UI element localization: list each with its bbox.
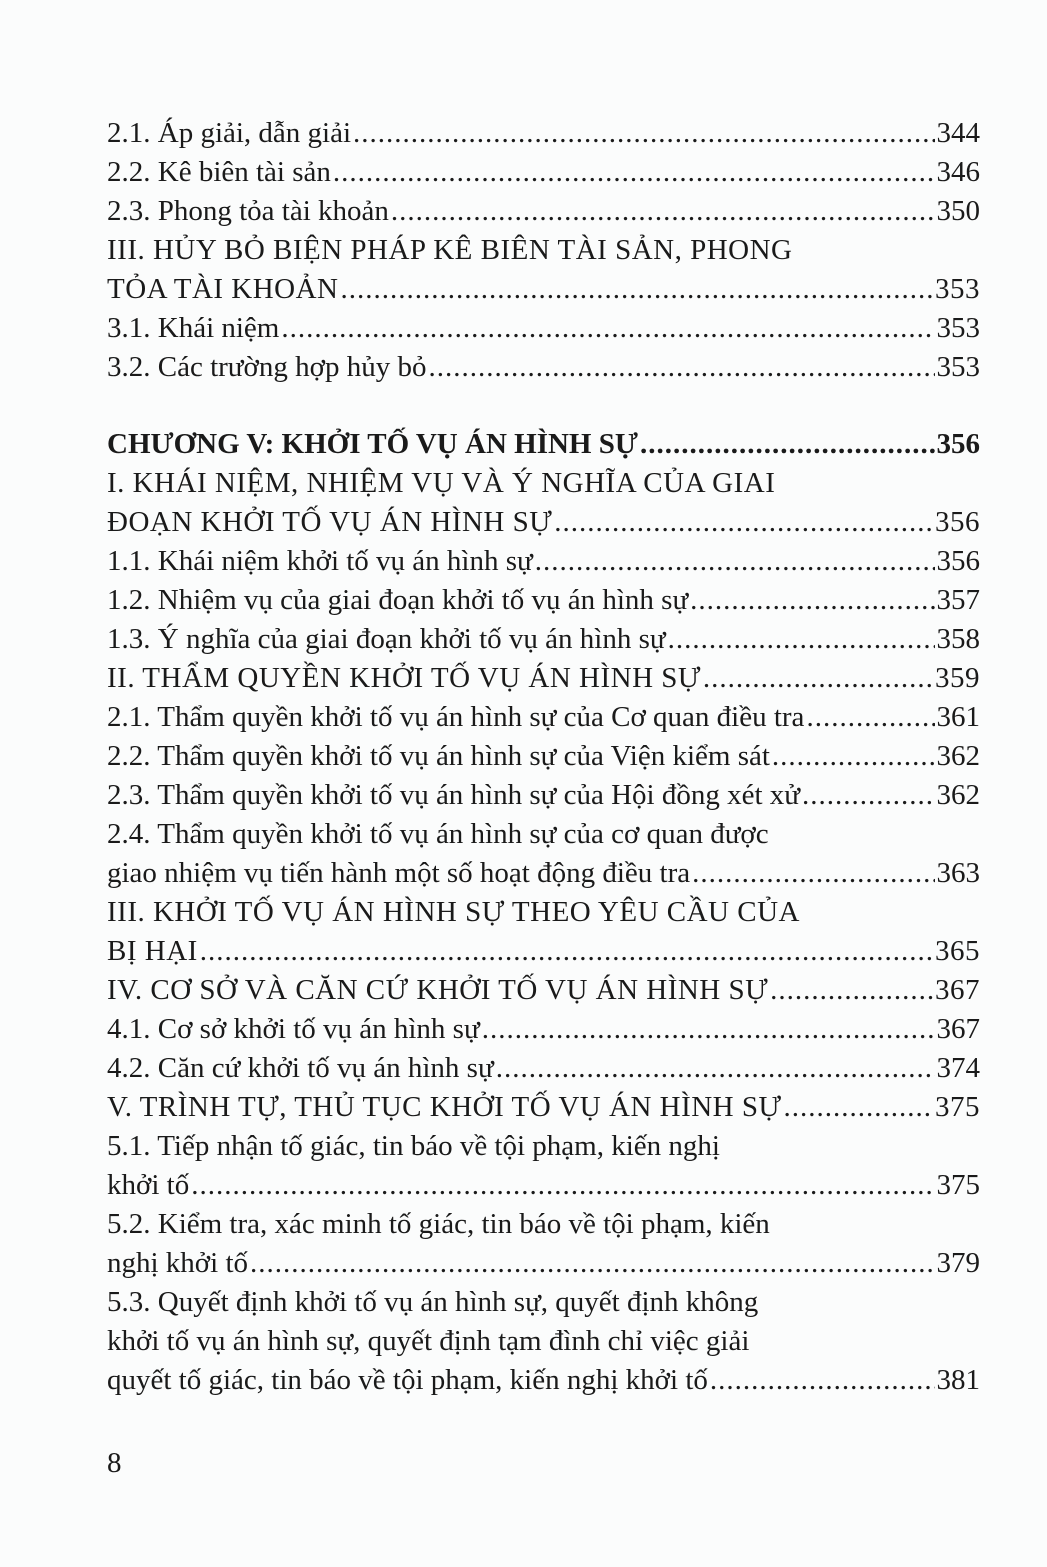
toc-entry-page: 353 (936, 351, 980, 383)
toc-leader-dots (710, 1361, 935, 1400)
toc-leader-dots (690, 581, 934, 620)
toc-leader-dots (482, 1010, 935, 1049)
toc-leader-dots (535, 542, 935, 581)
toc-leader-dots (640, 425, 935, 464)
toc-leader-dots (428, 348, 934, 387)
toc-entry-title: 2.1. Thẩm quyền khởi tố vụ án hình sự của Cơ quan điều tra (107, 701, 805, 733)
toc-leader-dots (333, 153, 935, 192)
toc-section-v (107, 1088, 980, 1127)
toc-entry-title: 3.2. Các trường hợp hủy bỏ (107, 351, 427, 383)
toc-entry-page: 346 (936, 156, 980, 188)
toc-entry-title: giao nhiệm vụ tiến hành một số hoạt động điều tra (107, 857, 691, 889)
toc-section-iv (107, 971, 980, 1010)
toc-entry-page: 353 (936, 312, 980, 344)
toc-leader-dots (784, 1088, 933, 1127)
toc-entry-page: 359 (935, 662, 980, 694)
toc-chapter-v (107, 425, 980, 464)
toc-entry-page: 358 (936, 623, 980, 655)
toc-leader-dots (703, 659, 933, 698)
toc-entry-page: 356 (935, 506, 980, 538)
toc-entry-5-2-line2 (107, 1244, 980, 1283)
toc-leader-dots (341, 270, 933, 309)
toc-entry-2-3 (107, 192, 980, 231)
toc-entry-page: 344 (936, 117, 980, 149)
toc-entry-page: 375 (936, 1169, 980, 1201)
toc-entry-4-2 (107, 1049, 980, 1088)
toc-entry-page: 353 (935, 273, 980, 305)
toc-leader-dots (250, 1244, 934, 1283)
toc-entry-5-3-line2: khởi tố vụ án hình sự, quyết định tạm đình chỉ việc giải (107, 1325, 750, 1357)
toc-entry-page: 356 (936, 428, 980, 460)
toc-entry-5-1-line1: 5.1. Tiếp nhận tố giác, tin báo về tội phạm, kiến nghị (107, 1130, 720, 1162)
toc-entry-title: khởi tố (107, 1169, 190, 1201)
toc-leader-dots (806, 698, 934, 737)
toc-entry-title: 2.3. Thẩm quyền khởi tố vụ án hình sự của Hội đồng xét xử (107, 779, 801, 811)
toc-entry-page: 374 (936, 1052, 980, 1084)
toc-entry-2-2-b (107, 737, 980, 776)
toc-entry-1-2 (107, 581, 980, 620)
toc-entry-title: nghị khởi tố (107, 1247, 249, 1279)
toc-entry-page: 381 (936, 1364, 980, 1396)
toc-leader-dots (281, 309, 934, 348)
toc-entry-page: 363 (936, 857, 980, 889)
toc-leader-dots (191, 1166, 934, 1205)
toc-entry-page: 362 (936, 740, 980, 772)
toc-entry-2-4-line1: 2.4. Thẩm quyền khởi tố vụ án hình sự của cơ quan được (107, 818, 769, 850)
page-number: 8 (107, 1447, 122, 1479)
toc-entry-3-2 (107, 348, 980, 387)
toc-entry-2-4-line2 (107, 854, 980, 893)
toc-section-iii-line2 (107, 270, 980, 309)
toc-leader-dots (692, 854, 934, 893)
toc-entry-page: 356 (936, 545, 980, 577)
toc-entry-4-1 (107, 1010, 980, 1049)
toc-entry-5-2-line1: 5.2. Kiểm tra, xác minh tố giác, tin báo về tội phạm, kiến (107, 1208, 770, 1240)
toc-leader-dots (391, 192, 935, 231)
toc-entry-title: 3.1. Khái niệm (107, 312, 280, 344)
toc-entry-title: TỎA TÀI KHOẢN (107, 273, 339, 305)
toc-entry-5-3-line1: 5.3. Quyết định khởi tố vụ án hình sự, quyết định không (107, 1286, 759, 1318)
toc-entry-title: V. TRÌNH TỰ, THỦ TỤC KHỞI TỐ VỤ ÁN HÌNH SỰ (107, 1091, 782, 1123)
toc-entry-title: quyết tố giác, tin báo về tội phạm, kiến nghị khởi tố (107, 1364, 708, 1396)
toc-entry-title: 4.2. Căn cứ khởi tố vụ án hình sự (107, 1052, 494, 1084)
toc-leader-dots (353, 114, 934, 153)
toc-leader-dots (554, 503, 933, 542)
toc-entry-2-3-b (107, 776, 980, 815)
toc-entry-page: 379 (936, 1247, 980, 1279)
toc-chapter-title: CHƯƠNG V: KHỞI TỐ VỤ ÁN HÌNH SỰ (107, 428, 638, 460)
toc-entry-page: 375 (935, 1091, 980, 1123)
toc-entry-title: BỊ HẠI (107, 935, 198, 967)
toc-entry-title: 1.3. Ý nghĩa của giai đoạn khởi tố vụ án hình sự (107, 623, 666, 655)
toc-leader-dots (770, 971, 933, 1010)
toc-section-i-line1: I. KHÁI NIỆM, NHIỆM VỤ VÀ Ý NGHĨA CỦA GIAI (107, 467, 776, 499)
toc-entry-page: 361 (936, 701, 980, 733)
toc-entry-3-1 (107, 309, 980, 348)
toc-entry-title: 1.1. Khái niệm khởi tố vụ án hình sự (107, 545, 533, 577)
toc-entry-title: 2.3. Phong tỏa tài khoản (107, 195, 389, 227)
toc-entry-5-1-line2 (107, 1166, 980, 1205)
toc-section-iii-b-line1: III. KHỞI TỐ VỤ ÁN HÌNH SỰ THEO YÊU CẦU CỦA (107, 896, 800, 928)
toc-entry-title: 2.1. Áp giải, dẫn giải (107, 117, 352, 149)
toc-entry-2-1 (107, 114, 980, 153)
table-of-contents (107, 114, 980, 1400)
toc-section-iii-line1: III. HỦY BỎ BIỆN PHÁP KÊ BIÊN TÀI SẢN, PHONG (107, 234, 793, 266)
toc-entry-2-2 (107, 153, 980, 192)
toc-entry-5-3-line3 (107, 1361, 980, 1400)
toc-entry-page: 365 (935, 935, 980, 967)
toc-entry-page: 367 (935, 974, 980, 1006)
toc-entry-2-1-b (107, 698, 980, 737)
toc-entry-title: 2.2. Kê biên tài sản (107, 156, 331, 188)
toc-entry-title: 1.2. Nhiệm vụ của giai đoạn khởi tố vụ án hình sự (107, 584, 689, 616)
toc-section-i-line2 (107, 503, 980, 542)
toc-entry-title: IV. CƠ SỞ VÀ CĂN CỨ KHỞI TỐ VỤ ÁN HÌNH SỰ (107, 974, 769, 1006)
toc-entry-1-1 (107, 542, 980, 581)
toc-leader-dots (772, 737, 935, 776)
toc-entry-page: 357 (936, 584, 980, 616)
toc-leader-dots (496, 1049, 935, 1088)
toc-leader-dots (802, 776, 934, 815)
toc-leader-dots (200, 932, 933, 971)
toc-entry-title: 4.1. Cơ sở khởi tố vụ án hình sự (107, 1013, 480, 1045)
toc-leader-dots (668, 620, 935, 659)
toc-entry-title: II. THẨM QUYỀN KHỞI TỐ VỤ ÁN HÌNH SỰ (107, 662, 701, 694)
toc-entry-page: 362 (936, 779, 980, 811)
toc-entry-1-3 (107, 620, 980, 659)
toc-entry-page: 367 (936, 1013, 980, 1045)
toc-section-ii (107, 659, 980, 698)
toc-entry-title: 2.2. Thẩm quyền khởi tố vụ án hình sự của Viện kiểm sát (107, 740, 770, 772)
toc-section-iii-b-line2 (107, 932, 980, 971)
toc-entry-title: ĐOẠN KHỞI TỐ VỤ ÁN HÌNH SỰ (107, 506, 553, 538)
toc-entry-page: 350 (936, 195, 980, 227)
